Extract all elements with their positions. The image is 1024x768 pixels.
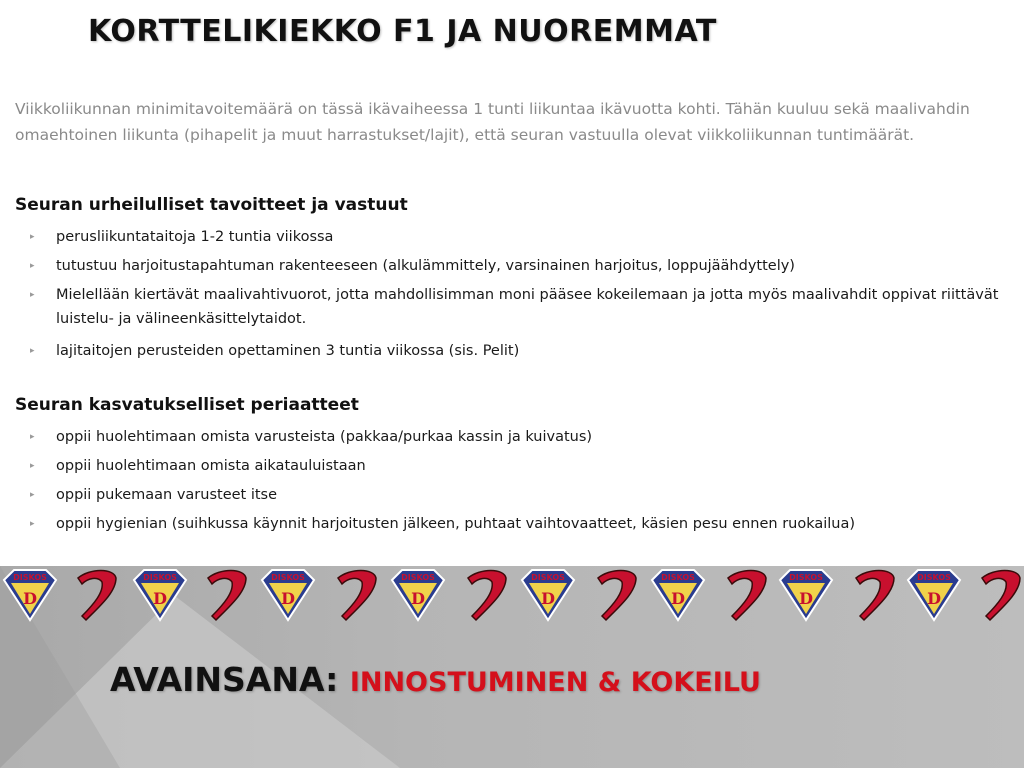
logo-strip: [0, 566, 1024, 626]
hockey-stick-seven-icon: [78, 571, 116, 621]
svg-text:DISKOS: DISKOS: [789, 573, 823, 582]
svg-text:DISKOS: DISKOS: [531, 573, 565, 582]
hockey-stick-seven-icon: [338, 571, 376, 621]
diskos-shield-logo-icon: [780, 570, 832, 620]
list-item: ▸ lajitaitojen perusteiden opettaminen 3 tuntia viikossa (sis. Pelit): [30, 339, 1005, 363]
hockey-stick-seven-icon: [468, 571, 506, 621]
hockey-stick-seven-icon: [598, 571, 636, 621]
diskos-shield-logo-icon: [652, 570, 704, 620]
svg-text:D: D: [799, 589, 813, 608]
svg-text:DISKOS: DISKOS: [143, 573, 177, 582]
diskos-shield-logo-icon: [392, 570, 444, 620]
intro-paragraph: Viikkoliikunnan minimitavoitemäärä on tässä ikävaiheessa 1 tunti liikuntaa ikävuotta kohti. Tähän kuuluu sekä maalivahdin omaehtoinen liikunta (pihapelit ja muut harrastukset/lajit), että seuran vastuulla olevat viikkoliikunnan tuntimäärät.: [15, 100, 970, 144]
bullet-arrow-icon: ▸: [30, 232, 35, 242]
list-item: ▸ perusliikuntataitoja 1-2 tuntia viikossa: [30, 225, 1005, 249]
svg-text:DISKOS: DISKOS: [661, 573, 695, 582]
bullet-arrow-icon: ▸: [30, 461, 35, 471]
svg-text:DISKOS: DISKOS: [13, 573, 47, 582]
svg-text:DISKOS: DISKOS: [401, 573, 435, 582]
education-principles-list: [30, 425, 1005, 536]
list-item: ▸ oppii pukemaan varusteet itse: [30, 483, 1005, 507]
bullet-arrow-icon: ▸: [30, 432, 35, 442]
bullet-arrow-icon: ▸: [30, 519, 35, 529]
sports-goals-list: [30, 225, 1005, 363]
bullet-arrow-icon: ▸: [30, 290, 35, 300]
hockey-stick-seven-icon: [728, 571, 766, 621]
diskos-shield-logo-icon: [908, 570, 960, 620]
svg-text:D: D: [153, 589, 167, 608]
svg-text:D: D: [541, 589, 555, 608]
bullet-arrow-icon: ▸: [30, 490, 35, 500]
keyword-value: INNOSTUMINEN & KOKEILU: [349, 667, 761, 698]
keyword-label: AVAINSANA:: [110, 660, 339, 699]
svg-text:D: D: [411, 589, 425, 608]
keyword-line: [110, 660, 761, 699]
section-heading-education-principles: Seuran kasvatukselliset periaatteet: [15, 395, 359, 415]
list-item: ▸ Mielellään kiertävät maalivahtivuorot, jotta mahdollisimman moni pääsee kokeilemaan ja jotta myös maalivahdit oppivat riittävät luistelu- ja välineenkäsittelytaidot.: [30, 283, 1005, 331]
svg-text:D: D: [927, 589, 941, 608]
section-heading-sports-goals: Seuran urheilulliset tavoitteet ja vastuut: [15, 195, 408, 215]
svg-text:DISKOS: DISKOS: [917, 573, 951, 582]
svg-text:D: D: [281, 589, 295, 608]
svg-text:D: D: [671, 589, 685, 608]
list-item: ▸ oppii huolehtimaan omista aikatauluistaan: [30, 454, 1005, 478]
list-item: ▸ tutustuu harjoitustapahtuman rakenteeseen (alkulämmittely, varsinainen harjoitus, loppujäähdyttely): [30, 254, 1005, 278]
diskos-shield-logo-icon: [262, 570, 314, 620]
diskos-shield-logo-icon: [522, 570, 574, 620]
svg-text:DISKOS: DISKOS: [271, 573, 305, 582]
bullet-arrow-icon: ▸: [30, 346, 35, 356]
svg-text:D: D: [23, 589, 37, 608]
hockey-stick-seven-icon: [982, 571, 1020, 621]
diskos-shield-logo-icon: [4, 570, 56, 620]
list-item: ▸ oppii hygienian (suihkussa käynnit harjoitusten jälkeen, puhtaat vaihtovaatteet, käsien pesu ennen ruokailua): [30, 512, 1005, 536]
slide-title: KORTTELIKIEKKO F1 JA NUOREMMAT: [88, 14, 717, 49]
bullet-arrow-icon: ▸: [30, 261, 35, 271]
hockey-stick-seven-icon: [856, 571, 894, 621]
list-item: ▸ oppii huolehtimaan omista varusteista (pakkaa/purkaa kassin ja kuivatus): [30, 425, 1005, 449]
diskos-shield-logo-icon: [134, 570, 186, 620]
hockey-stick-seven-icon: [208, 571, 246, 621]
